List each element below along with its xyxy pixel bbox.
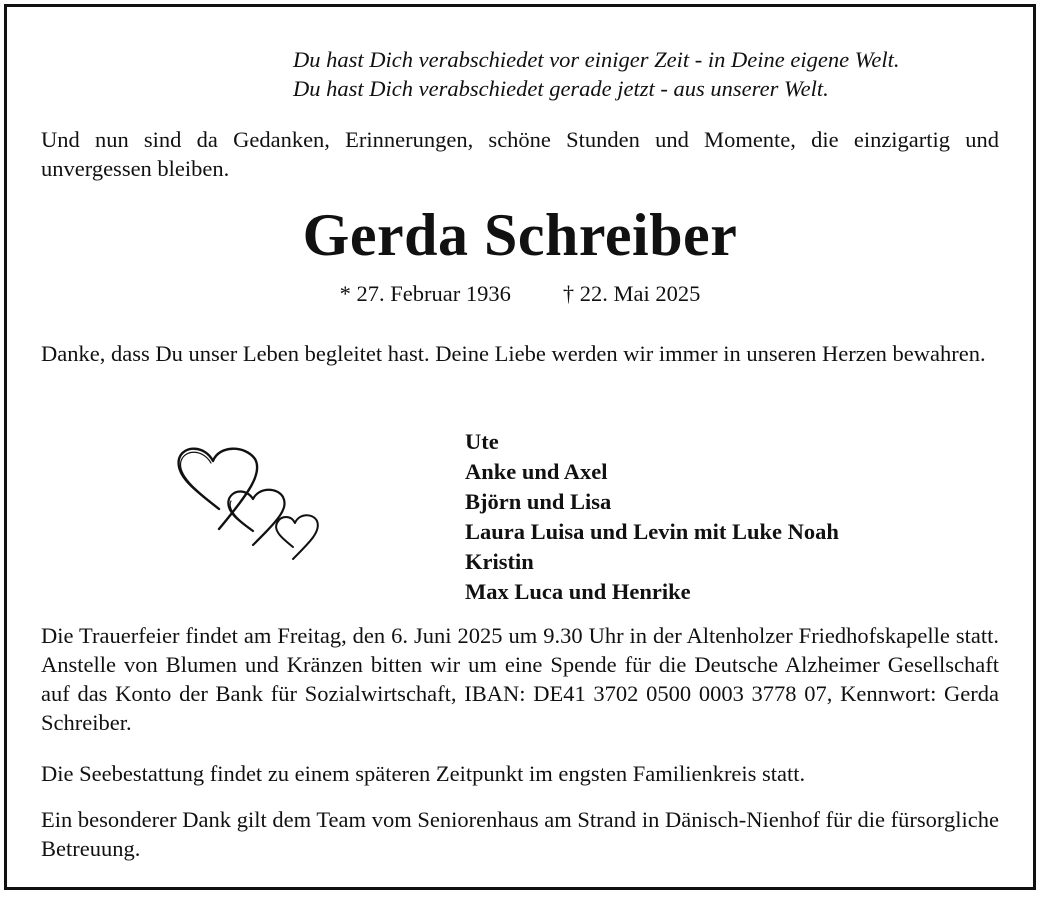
family-member: Björn und Lisa xyxy=(465,489,612,514)
sea-burial-paragraph: Die Seebestattung findet zu einem späteren Zeitpunkt im engsten Familienkreis statt. xyxy=(41,761,806,786)
quote-line: Du hast Dich verabschiedet gerade jetzt - aus unserer Welt. xyxy=(293,76,829,101)
family-member: Ute xyxy=(465,429,499,454)
quote-line: Du hast Dich verabschiedet vor einiger Zeit - in Deine eigene Welt. xyxy=(293,47,900,72)
family-member: Laura Luisa und Levin mit Luke Noah xyxy=(465,519,839,544)
ceremony-paragraph: Die Trauerfeier findet am Freitag, den 6. Juni 2025 um 9.30 Uhr in der Altenholzer Friedhofskapelle statt. Anstelle von Blumen und Kränzen bitten wir um eine Spende für die Deutsche Alzheimer Gesellschaft auf das Konto der Bank für Sozialwirtschaft, IBAN: DE41 3702 0500 0003 3778 07, Kennwort: Gerda Schreiber. xyxy=(41,623,999,735)
family-list xyxy=(465,427,839,607)
gratitude-paragraph: Ein besonderer Dank gilt dem Team vom Seniorenhaus am Strand in Dänisch-Nienhof für die fürsorgliche Betreuung. xyxy=(41,807,999,861)
intro-paragraph: Und nun sind da Gedanken, Erinnerungen, schöne Stunden und Momente, die einzigartig und unvergessen bleiben. xyxy=(41,127,999,181)
three-hearts-icon xyxy=(169,443,329,563)
life-dates xyxy=(7,279,1033,309)
family-member: Anke und Axel xyxy=(465,459,608,484)
family-member: Max Luca und Henrike xyxy=(465,579,691,604)
thanks-paragraph: Danke, dass Du unser Leben begleitet hast. Deine Liebe werden wir immer in unseren Herzen bewahren. xyxy=(41,341,986,366)
deceased-name: Gerda Schreiber xyxy=(302,202,738,268)
opening-quote xyxy=(293,45,900,103)
obituary-frame xyxy=(4,4,1036,890)
death-date: † 22. Mai 2025 xyxy=(562,281,701,306)
birth-date: * 27. Februar 1936 xyxy=(339,281,511,306)
family-member: Kristin xyxy=(465,549,534,574)
